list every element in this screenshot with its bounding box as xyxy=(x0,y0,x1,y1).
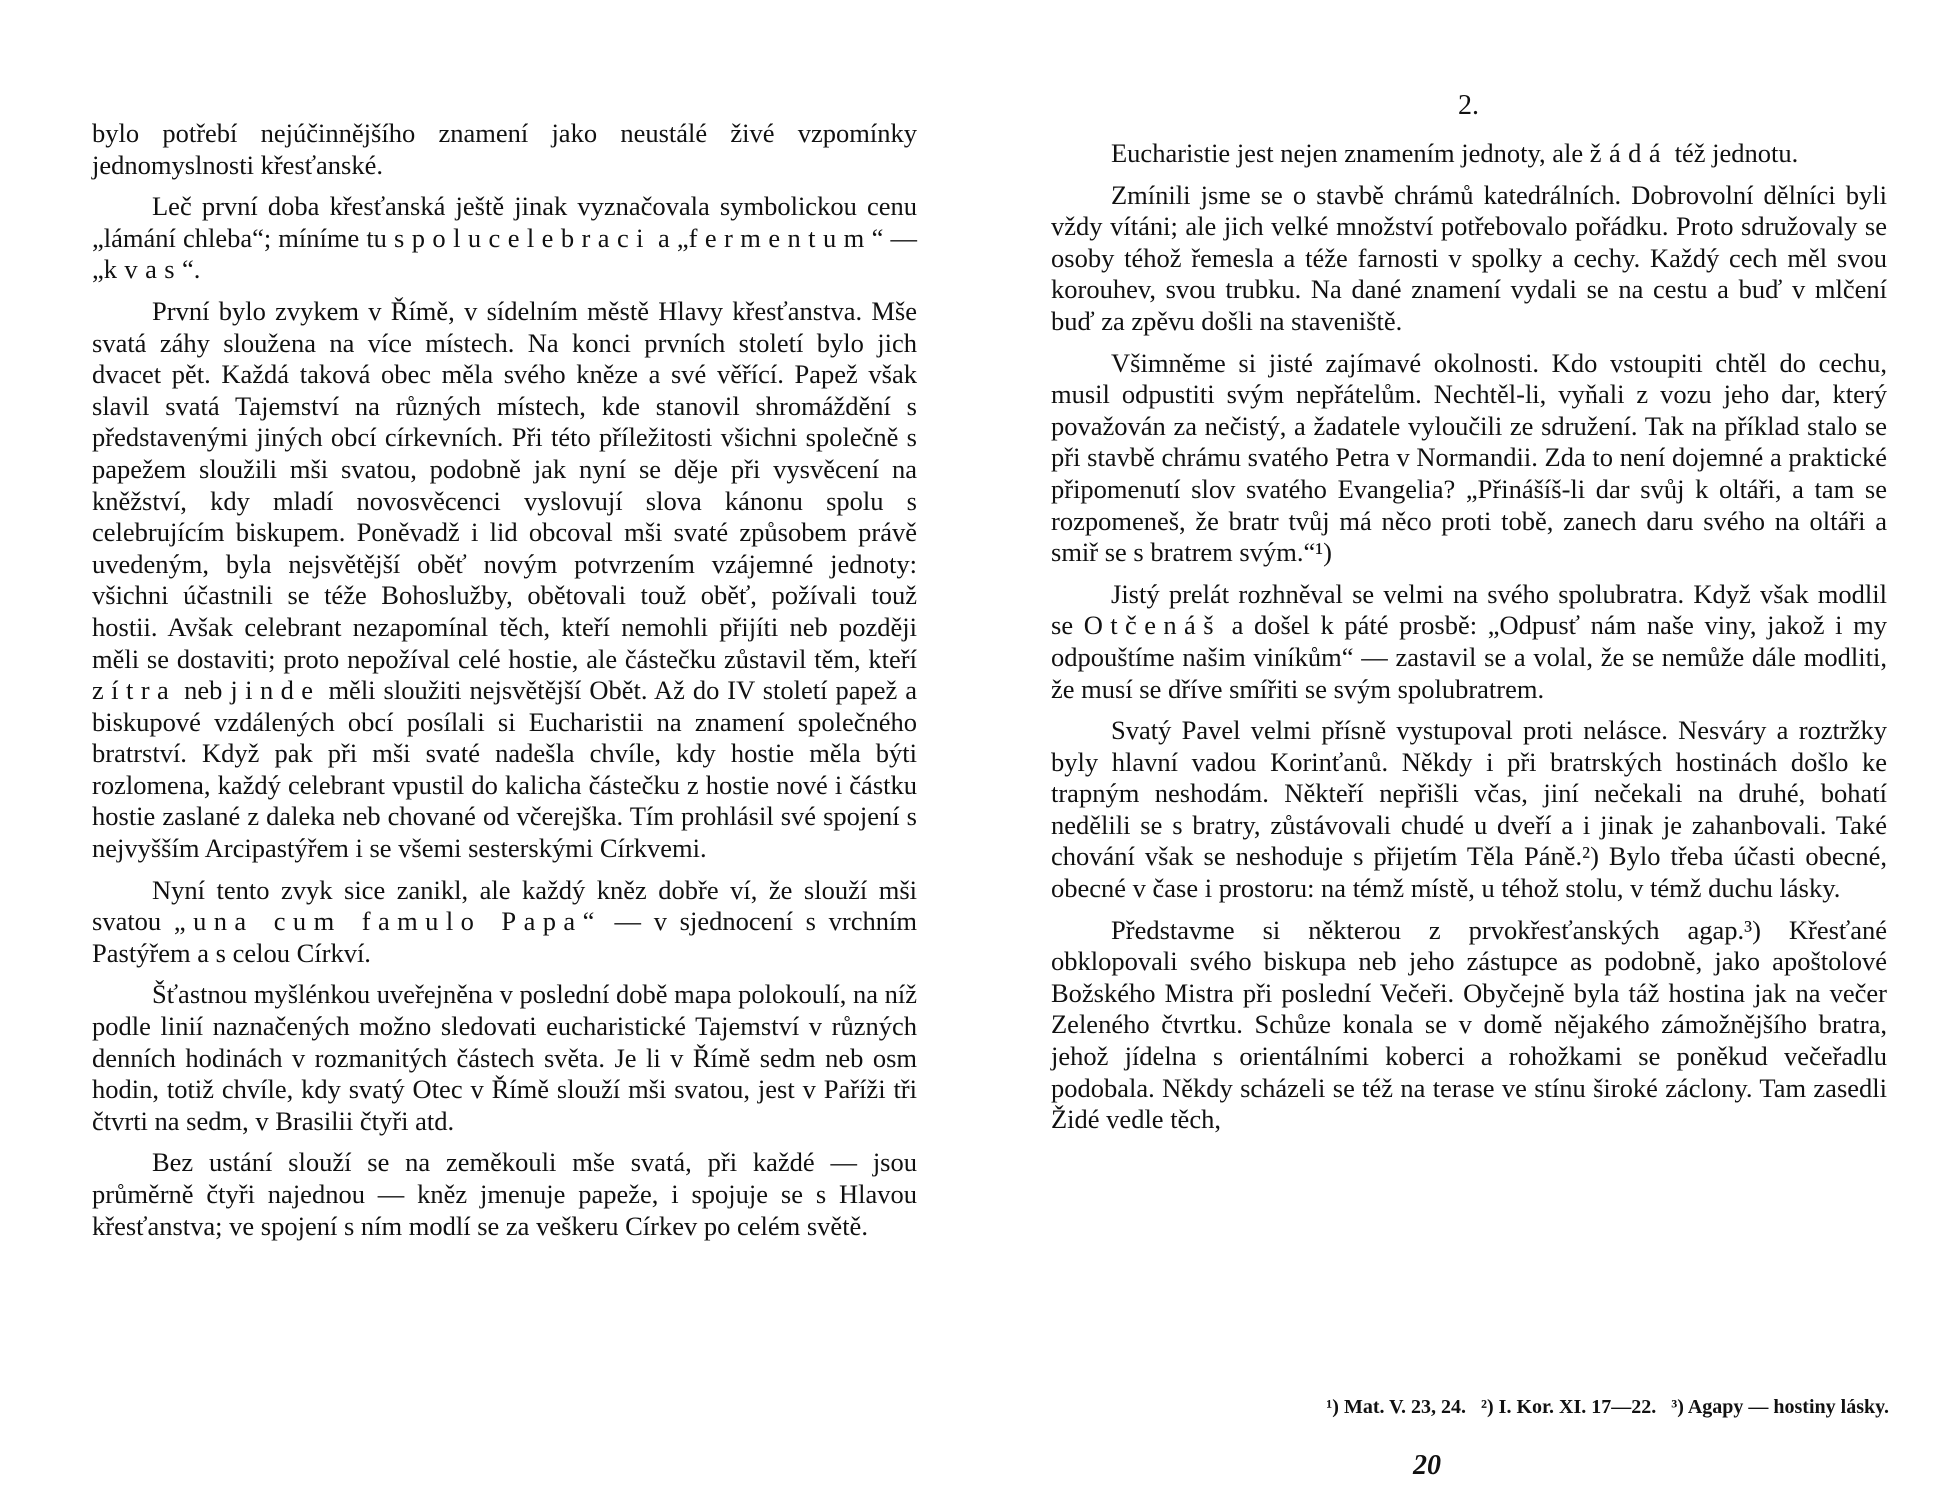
paragraph: Všimněme si jisté zajímavé okolnosti. Kdo vstoupiti chtěl do cechu, musil odpustiti svým nepřátelům. Nechtěl-li, vyňali z vozu jeho dar, který považován za nečistý, a žadatele vyloučili ze sdružení. Tak na příklad stalo se při stavbě chrámu svatého Petra v Normandii. Zda to není dojemné a praktické připomenutí slov svatého Evangelia? „Přinášíš-li dar svůj k oltáři, a tam se rozpomeneš, že bratr tvůj má něco proti tobě, zanech daru svého na oltáři a smiř se s bratrem svým.“¹) xyxy=(1051,347,1887,568)
paragraph xyxy=(92,875,917,970)
paragraph: Šťastnou myšlénkou uveřejněna v poslední době mapa polokoulí, na níž podle linií naznačených možno sledovati eucharistické Tajemství v různých denních hodinách v rozmanitých částech světa. Je li v Římě sedm neb osm hodin, totiž chvíle, kdy svatý Otec v Římě slouží mši svatou, jest v Paříži tři čtvrti na sedm, v Brasilii čtyři atd. xyxy=(92,979,917,1136)
footnote: ³) Agapy — hostiny lásky. xyxy=(1671,1396,1889,1418)
spaced-term: fermentum xyxy=(688,222,872,253)
text-run: Jistý prelát rozhněval se velmi na svého spolubratra. Když však modlil se xyxy=(1051,578,1887,641)
text-run: Nyní tento zvyk sice zanikl, ale každý kněz dobře ví, že slouží mši svatou xyxy=(92,874,917,937)
right-text-column xyxy=(1051,138,1887,1146)
text-run: a došel k páté prosbě: „Odpusť nám naše viny, jakož i my odpouštíme našim viníkům“ — zastavil se a volal, že se nemůže dále modliti, že musí se dříve smířiti se svým spolubratrem. xyxy=(1051,610,1887,704)
right-page xyxy=(979,0,1958,1500)
text-run: — v sjednocení s vrchním Pastýřem a s celou Církví. xyxy=(92,906,917,968)
paragraph xyxy=(92,296,917,865)
paragraph xyxy=(1051,579,1887,705)
paragraph xyxy=(1051,138,1887,170)
spaced-term: Otčenáš xyxy=(1083,610,1221,641)
text-run: Eucharistie jest nejen znamením jednoty, ale xyxy=(1111,138,1590,168)
text-run: “ — „ xyxy=(92,222,917,285)
text-run: První bylo zvykem v Římě, v sídelním městě Hlavy křesťanstva. Mše svatá záhy sloužena na více místech. Na konci prvních století bylo jich dvacet pět. Každá taková obec měla svého kněze a své věřící. Papež však slavil svatá Tajemství na různých místech, kde stanovil shromáždění s představenými jiných obcí církevních. Při této příležitosti všichni společně s papežem sloužili mši svatou, podobně jak nyní se děje při vysvěcení na kněžství, kdy mladí novosvěcenci vyslovují slova kánonu spolu s celebrujícím biskupem. Poněvadž i lid obcoval mši svaté způsobem právě uvedeným, byla nejsvětější oběť novým potvrzením vzájemné jednoty: všichni účastnili se téže Bohoslužby, obětovali touž oběť, požívali touž hostii. Avšak celebrant nezapomínal těch, kteří nemohli přijíti neb později měli se dostaviti; proto nepožíval celé hostie, ale částečku zůstavil těm, kteří xyxy=(92,295,917,674)
footnote: ¹) Mat. V. 23, 24. xyxy=(1326,1396,1466,1418)
spaced-term: kvas xyxy=(103,254,183,285)
paragraph: bylo potřebí nejúčinnějšího znamení jako neustálé živé vzpomínky jednomyslnosti křesťanské. xyxy=(92,118,917,180)
section-number: 2. xyxy=(1458,90,1479,121)
paragraph: Svatý Pavel velmi přísně vystupoval proti nelásce. Nesváry a roztržky byly hlavní vadou Korinťanů. Někdy i při bratrských hostinách došlo ke trapným neshodám. Někteří nepřišli včas, jiní nečekali na druhé, bohatí nedělili se s bratry, zůstávovali chudé u dveří a i jinak je zahanbovali. Také chování však se neshoduje s přijetím Těla Páně.²) Bylo třeba účasti obecné, obecné v čase i prostoru: na témž místě, u téhož stolu, v témž duchu lásky. xyxy=(1051,715,1887,904)
page-number: 20 xyxy=(1413,1450,1441,1481)
text-run: Leč první doba křesťanská ještě jinak vyznačovala symbolickou cenu „lámání chleba“; míníme tu xyxy=(92,191,917,253)
text-run: neb xyxy=(176,675,231,706)
text-run: též jednotu. xyxy=(1668,138,1799,168)
paragraph: Zmínili jsme se o stavbě chrámů katedrálních. Dobrovolní dělníci byli vždy vítáni; ale jich velké množství potřebovalo pořádku. Proto sdružovaly se osoby téhož řemesla a téže farnosti v spolky a cechy. Každý cech měl svou korouhev, svou trubku. Na dané znamení vydali se na cestu a buď v mlčení buď za zpěvu došli na staveniště. xyxy=(1051,179,1887,336)
spaced-term: žádá xyxy=(1589,138,1669,168)
text-run: měli sloužiti nejsvětější Obět. Až do IV století papež a biskupové vzdálených obcí posílali si Eucharistii na znamení společného bratrství. Když pak při mši svaté nadešla chvíle, kdy hostie měla býti rozlomena, každý celebrant vpustil do kalicha částečku z hostie nové i částku hostie zaslané z daleka neb chované od včerejška. Tím prohlásil své spojení s nejvyšším Arcipastýřem i se všemi sesterskými Církvemi. xyxy=(92,675,917,864)
paragraph: Představme si některou z prvokřesťanských agap.³) Křesťané obklopovali svého biskupa neb jeho zástupce as podobně, jako apoštolové Božského Mistra při poslední Večeři. Obyčejně byla táž hostina jak na večer Zeleného čtvrtku. Schůze konala se v domě nějakého zámožnějšího bratra, jehož jídelna s orientálními koberci a rohožkami se poněkud večeřadlu podobala. Někdy scházeli se též na terase ve stínu široké záclony. Tam zasedli Židé vedle těch, xyxy=(1051,914,1887,1135)
spaced-term: zítra xyxy=(92,675,177,706)
text-run: a „ xyxy=(650,222,689,253)
spaced-term: spolucelebraci xyxy=(394,222,651,253)
spaced-term: „una cum famulo Papa“ xyxy=(173,906,602,937)
footnotes xyxy=(1109,1395,1889,1419)
paragraph xyxy=(92,191,917,286)
spaced-term: jinde xyxy=(230,675,321,706)
left-text-column xyxy=(92,118,917,1252)
text-run: “. xyxy=(182,254,201,285)
paragraph: Bez ustání slouží se na zeměkouli mše svatá, při každé — jsou průměrně čtyři najednou — kněz jmenuje papeže, i spojuje se s Hlavou křesťanstva; ve spojení s ním modlí se za veškeru Církev po celém světě. xyxy=(92,1147,917,1241)
footnote: ²) I. Kor. XI. 17—22. xyxy=(1481,1396,1657,1418)
